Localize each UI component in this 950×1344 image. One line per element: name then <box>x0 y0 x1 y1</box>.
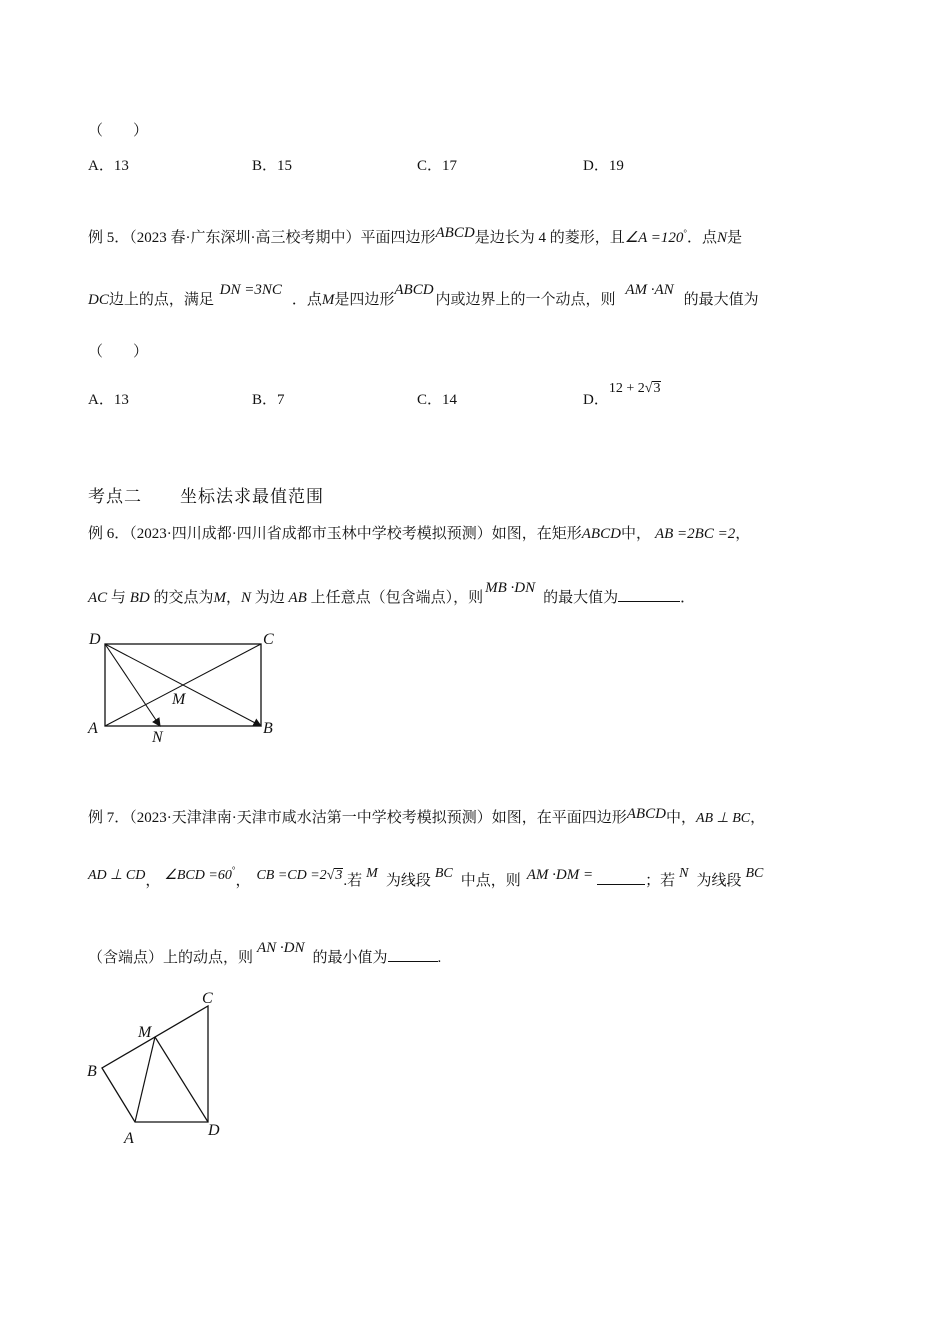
example-6-line-2: AC 与 BD 的交点为M，N 为边 AB 上任意点（包含端点），则MB ·DN的最大值为 ． <box>88 580 696 606</box>
segment-am <box>135 1037 155 1122</box>
label-d: D <box>208 1122 220 1139</box>
vector-dn <box>105 644 160 726</box>
rectangle-figure <box>80 624 280 748</box>
answer-blank-2[interactable] <box>388 947 438 962</box>
option-c[interactable]: C．17 <box>417 158 458 174</box>
label-b: B <box>87 1063 97 1080</box>
label-c: C <box>263 631 274 648</box>
example-5-line-1: 例 5．（2023 春·广东深圳·高三校考期中）平面四边形ABCD是边长为 4 的菱形，且∠A =120°．点N是 <box>88 225 743 246</box>
option-a[interactable]: A．13 <box>88 392 129 408</box>
option-a[interactable]: A．13 <box>88 158 129 174</box>
label-a: A <box>88 720 98 737</box>
label-m: M <box>172 691 186 708</box>
example-6-line-1: 例 6．（2023·四川成都·四川省成都市玉林中学校考模拟预测）如图，在矩形ABCD中， AB =2BC =2， <box>88 526 751 542</box>
example-7-line-2: AD ⊥ CD， ∠BCD =60°， CB =CD =2√3.若 M 为线段 BC 中点，则 AM ·DM = ；若 N 为线段 BC <box>88 865 764 889</box>
answer-paren: （ ） <box>88 123 149 139</box>
option-d[interactable]: D．19 <box>583 158 624 174</box>
option-b[interactable]: B．7 <box>252 392 285 408</box>
example-7-line-3: （含端点）上的动点，则AN ·DN的最小值为 . <box>88 940 442 966</box>
label-c: C <box>202 990 213 1007</box>
answer-blank-1[interactable] <box>597 870 645 885</box>
option-d-value: 12 + 2√3 <box>608 381 661 396</box>
section-heading: 考点二 坐标法求最值范围 <box>88 487 324 507</box>
option-d[interactable]: D．12 + 2√3 <box>583 381 661 408</box>
example-label: 例 6． <box>88 526 130 542</box>
label-m: M <box>138 1024 152 1041</box>
answer-blank[interactable] <box>618 587 680 602</box>
cb-cd-equation: CB =CD =2√3 <box>256 868 343 883</box>
quadrilateral-abcd <box>102 1006 208 1122</box>
option-b[interactable]: B．15 <box>252 158 293 174</box>
quadrilateral-figure <box>80 985 240 1150</box>
answer-paren: （ ） <box>88 344 149 360</box>
example-7-line-1: 例 7．（2023·天津津南·天津市咸水沽第一中学校考模拟预测）如图，在平面四边形ABCD中，AB ⊥ BC， <box>88 806 766 826</box>
label-a: A <box>124 1130 134 1147</box>
example-label: 例 5． <box>88 230 130 246</box>
example-label: 例 7． <box>88 810 130 826</box>
label-n: N <box>152 729 163 746</box>
segment-dm <box>155 1037 208 1122</box>
option-c[interactable]: C．14 <box>417 392 458 408</box>
label-b: B <box>263 720 273 737</box>
example-5-line-2: DC边上的点，满足 DN =3NC．点M是四边形ABCD内或边界上的一个动点，则 AM ·AN的最大值为 <box>88 282 759 308</box>
label-d: D <box>89 631 101 648</box>
